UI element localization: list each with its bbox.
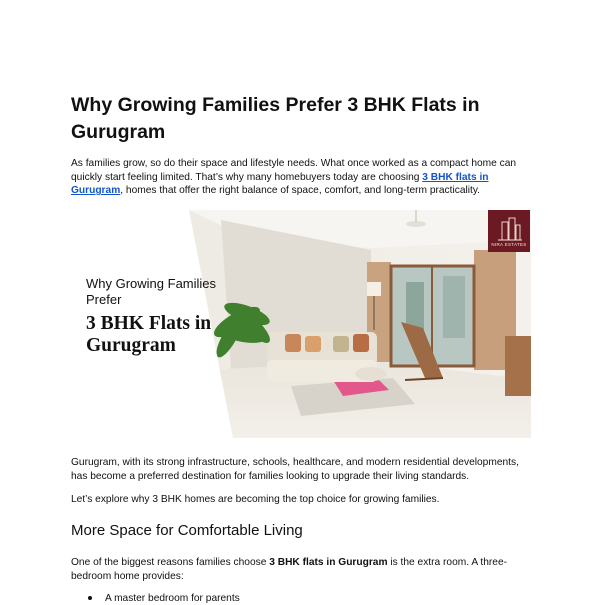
list-item-text: A master bedroom for parents xyxy=(105,593,240,604)
intro-link-3bhk[interactable]: 3 BHK flats in Gurugram xyxy=(71,171,489,197)
paragraph-extra-room-end: is the extra room. A three-bedroom home provides: xyxy=(71,557,508,582)
building-logo-icon xyxy=(488,212,530,244)
banner-caption-line1: Why Growing Families Prefer xyxy=(86,276,217,307)
section-heading: More Space for Comfortable Living xyxy=(71,522,303,539)
paragraph-extra-room xyxy=(71,556,533,583)
logo-wordmark: NIRA ESTATES xyxy=(491,242,527,247)
banner-image xyxy=(71,210,531,438)
nira-estates-logo xyxy=(488,210,530,252)
banner-caption xyxy=(86,276,236,357)
paragraph-explore: Let’s explore why 3 BHK homes are becoming the top choice for growing families. xyxy=(71,494,440,505)
page-title: Why Growing Families Prefer 3 BHK Flats in Gurugram xyxy=(71,94,480,143)
paragraph-extra-room-start: One of the biggest reasons families choose xyxy=(71,557,270,568)
banner-caption-headline: 3 BHK Flats in Gurugram xyxy=(86,313,212,356)
list-item xyxy=(88,592,240,605)
intro-text-end: , homes that offer the right balance of space, comfort, and long-term practicality. xyxy=(120,185,481,197)
paragraph-extra-room-bold: 3 BHK flats in Gurugram xyxy=(269,557,388,568)
paragraph-gurugram: Gurugram, with its strong infrastructure, schools, healthcare, and modern residential developments, has become a preferred destination for families looking to upgrade their living standards. xyxy=(71,457,519,482)
intro-text-start: As families grow, so do their space and lifestyle needs. What once worked as a compact home can quickly start feeling limited. That’s why many homebuyers today are choosing xyxy=(71,158,517,183)
intro-paragraph xyxy=(71,157,533,198)
